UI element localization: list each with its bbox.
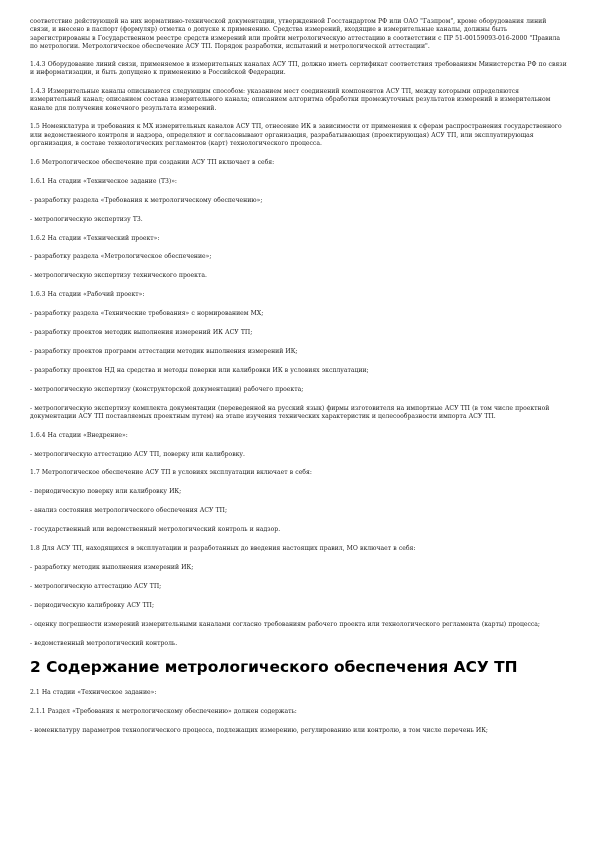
list-item: - периодическую калибровку АСУ ТП; <box>30 601 155 609</box>
list-item: - государственный или ведомственный метрологический контроль и надзор. <box>30 526 281 534</box>
list-item: - ведомственный метрологический контроль. <box>30 639 178 647</box>
list-item: - периодическую поверку или калибровку ИК; <box>30 488 182 496</box>
paragraph: 1.4.3 Измерительные каналы описываются следующим способом: указанием мест соединений компонентов АСУ ТП, между которыми определяются измерительный канал; описанием состава измерительного канала; описанием алгоритма обработки промежуточных результатов измерений в измерительном канале для получения конечного результата измерений. <box>30 87 551 112</box>
paragraph: 1.6.1 На стадии «Техническое задание (ТЗ)»: <box>30 177 177 185</box>
list-item: - разработку методик выполнения измерений ИК; <box>30 563 194 571</box>
paragraph: 1.6.3 На стадии «Рабочий проект»: <box>30 291 145 299</box>
section-heading: 2 Содержание метрологического обеспечения АСУ ТП <box>30 658 518 677</box>
paragraph: 1.5 Номенклатура и требования к МХ измерительных каналов АСУ ТП, отнесение ИК в зависимости от применения к сферам распространения государственного или ведомственного контроля и надзора, определяют и согласовывают организация, разрабатывающая (проектирующая) АСУ ТП, или эксплуатирующая организация, в составе технологических регламентов (карт) технологического процесса. <box>30 123 562 148</box>
list-item: - разработку раздела «Технические требования» с нормированием МХ; <box>30 310 264 318</box>
list-item: - разработку раздела «Требования к метрологическому обеспечению»; <box>30 196 263 204</box>
list-item: - метрологическую аттестацию АСУ ТП; <box>30 582 162 590</box>
paragraph: 1.7 Метрологическое обеспечение АСУ ТП в условиях эксплуатации включает в себя: <box>30 469 312 477</box>
list-item: - метрологическую экспертизу комплекта документации (переведенной на русский язык) фирмы изготовителя на импортные АСУ ТП (в том числе проектной документации АСУ ТП поставляемых проектным путем) на этапе изучения технических характеристик и целесообразности импорта АСУ ТП. <box>30 404 550 420</box>
list-item: - разработку проектов программ аттестации методик выполнения измерений ИК; <box>30 347 298 355</box>
list-item: - номенклатуру параметров технологического процесса, подлежащих измерению, регулированию или контролю, в том числе перечень ИК; <box>30 727 488 735</box>
list-item: - анализ состояния метрологического обеспечения АСУ ТП; <box>30 507 228 515</box>
list-item: - метрологическую аттестацию АСУ ТП, поверку или калибровку. <box>30 450 245 458</box>
list-item: - метрологическую экспертизу (конструкторской документации) рабочего проекта; <box>30 385 304 393</box>
paragraph: 1.4.3 Оборудование линий связи, применяемое в измерительных каналах АСУ ТП, должно иметь сертификат соответствия требованиям Министерства РФ по связи и информатизации, и быть допущено к применению в Российской Федерации. <box>30 60 567 77</box>
paragraph: 1.8 Для АСУ ТП, находящихся в эксплуатации и разработанных до введения настоящих правил, МО включает в себя: <box>30 545 416 553</box>
list-item: - разработку раздела «Метрологическое обеспечение»; <box>30 253 212 261</box>
list-item: - оценку погрешности измерений измерительными каналами согласно требованиям рабочего проекта или технологического регламента (карты) процесса; <box>30 620 540 628</box>
paragraph: соответствие действующей на них нормативно-технической документации, утвержденной Госстандартом РФ или ОАО "Газпром", кроме оборудования линий связи, и внесено в паспорт (формуляр) отметка о допуске к применению. Средства измерений, входящие в измерительные каналы, должны быть зарегистрированы в Государственном реестре средств измерений или пройти метрологическую аттестацию в соответствии с ПР 51-00159093-016-2000 "Правила по метрологии. Метрологическое обеспечение АСУ ТП. Порядок разработки, испытаний и метрологической аттестации". <box>30 18 561 50</box>
document-body <box>30 18 568 746</box>
paragraph: 2.1.1 Раздел «Требования к метрологическому обеспечению» должен содержать: <box>30 708 297 716</box>
list-item: - разработку проектов методик выполнения измерений ИК АСУ ТП; <box>30 328 253 336</box>
paragraph: 1.6.2 На стадии «Технический проект»: <box>30 234 160 242</box>
list-item: - метрологическую экспертизу технического проекта. <box>30 272 207 280</box>
paragraphs-top <box>30 18 568 648</box>
list-item: - разработку проектов НД на средства и методы поверки или калибровки ИК в условиях эксплуатации; <box>30 366 369 374</box>
paragraphs-bottom <box>30 689 568 735</box>
list-item: - метрологическую экспертизу ТЗ. <box>30 215 143 223</box>
paragraph: 1.6 Метрологическое обеспечение при создании АСУ ТП включает в себя: <box>30 158 275 166</box>
paragraph: 1.6.4 На стадии «Внедрение»: <box>30 431 128 439</box>
paragraph: 2.1 На стадии «Техническое задание»: <box>30 689 157 697</box>
